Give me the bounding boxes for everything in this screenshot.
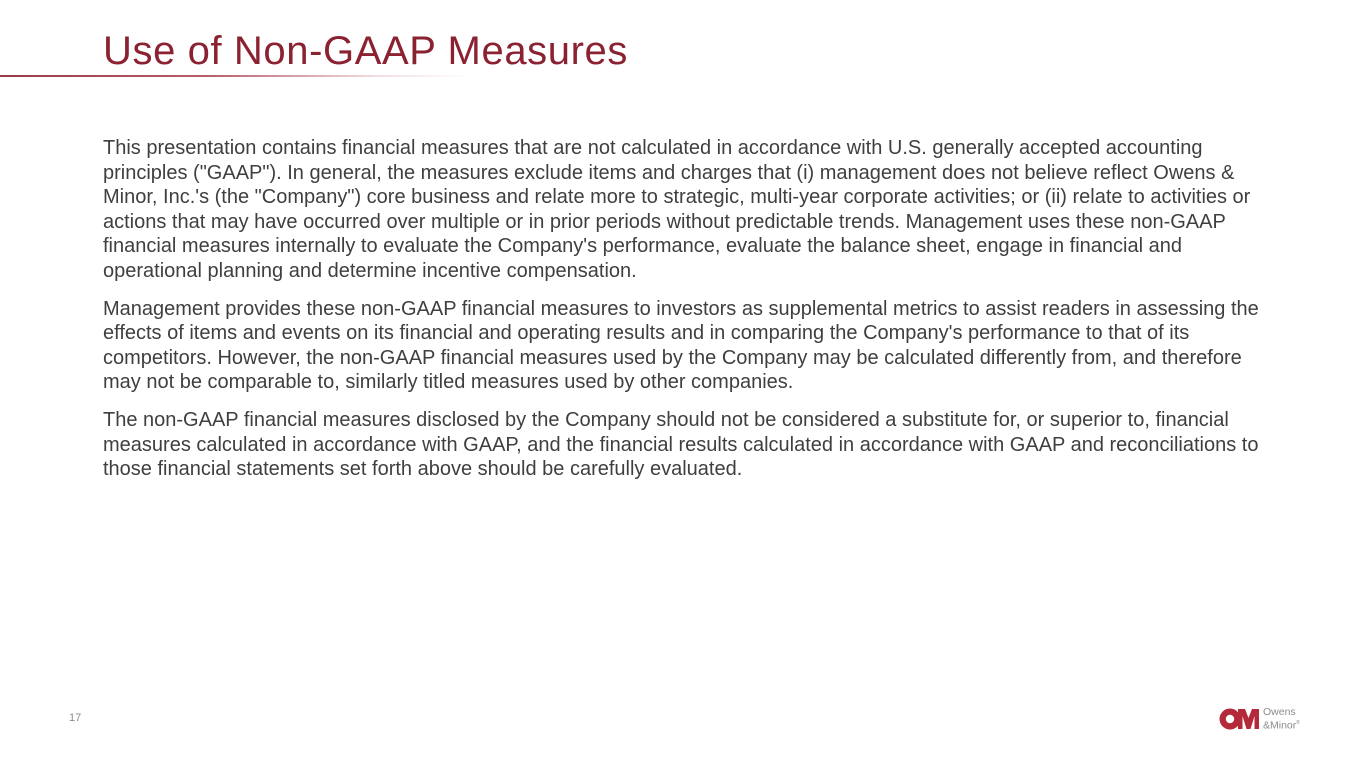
- logo-word-owens: Owens: [1263, 706, 1296, 718]
- logo-word-minor-text: &Minor: [1263, 719, 1297, 732]
- slide-title: Use of Non-GAAP Measures: [103, 29, 628, 73]
- paragraph-management-purpose: Management provides these non-GAAP financial measures to investors as supplemental metrics to assist readers in assessing the effects of items and events on its financial and operating results and in comparing the Company's performance to that of its competitors. However, the non-GAAP financial measures used by the Company may be calculated differently from, and therefore may not be comparable to, similarly titled measures used by other companies.: [103, 297, 1259, 394]
- logo-wordmark: [1263, 707, 1300, 732]
- owens-minor-logo: [1219, 706, 1311, 732]
- title-underline: [0, 75, 470, 77]
- om-logo-mark-icon: [1219, 706, 1263, 732]
- logo-word-minor: [1263, 718, 1300, 732]
- logo-trademark: ®: [1296, 720, 1300, 726]
- paragraph-disclaimer: The non-GAAP financial measures disclosed by the Company should not be considered a substitute for, or superior to, financial measures calculated in accordance with GAAP, and the financial results calculated in accordance with GAAP and reconciliations to those financial statements set forth above should be carefully evaluated.: [103, 408, 1259, 481]
- paragraph-non-gaap-definition: This presentation contains financial measures that are not calculated in accordance with U.S. generally accepted accounting principles ("GAAP"). In general, the measures exclude items and charges that (i) management does not believe reflect Owens & Minor, Inc.'s (the "Company") core business and relate more to strategic, multi-year corporate activities; or (ii) relate to activities or actions that may have occurred over multiple or in prior periods without predictable trends. Management uses these non-GAAP financial measures internally to evaluate the Company's performance, evaluate the balance sheet, engage in financial and operational planning and determine incentive compensation.: [103, 137, 1251, 282]
- page-number: 17: [69, 712, 82, 724]
- body-text: [103, 136, 1275, 495]
